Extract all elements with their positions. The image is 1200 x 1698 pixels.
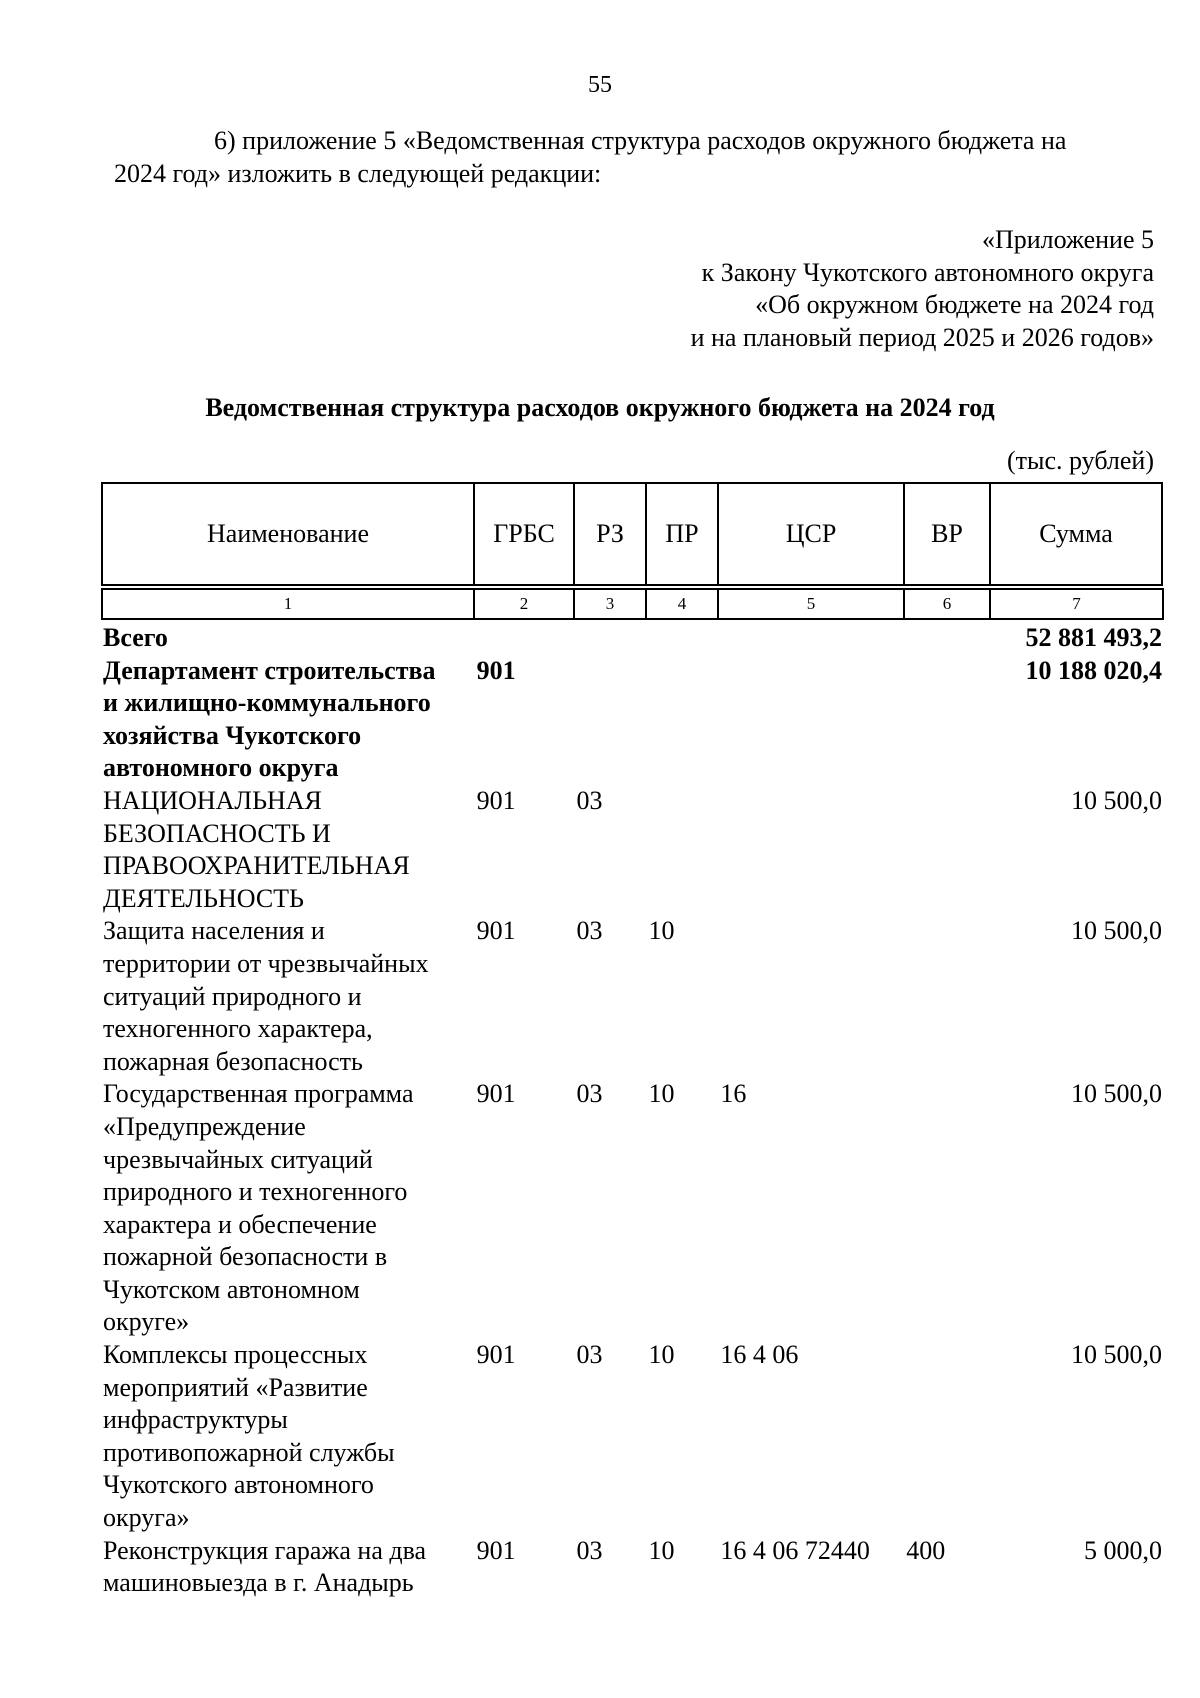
- table-row: [102, 1339, 1162, 1535]
- cell-name-line: природного и техногенного: [103, 1177, 408, 1207]
- header-sum: Сумма: [990, 483, 1162, 585]
- cell-name-line: инфраструктуры: [103, 1405, 288, 1435]
- cell-name-line: Государственная программа: [103, 1079, 414, 1109]
- cell-pr: 10: [648, 1535, 675, 1565]
- cell-grbs: 901: [476, 785, 516, 815]
- cell-name-line: «Предупреждение: [103, 1111, 306, 1141]
- cell-rz: 03: [576, 1535, 603, 1565]
- cell-name: [102, 915, 475, 1078]
- cell-name-line: Комплексы процессных: [103, 1340, 368, 1370]
- cell-sum: 10 188 020,4: [1025, 655, 1163, 685]
- cell-rz: 03: [576, 785, 603, 815]
- unit-label: (тыс. рублей): [1006, 446, 1154, 475]
- cell-sum: 10 500,0: [1071, 1079, 1163, 1109]
- cell-name: [102, 622, 475, 655]
- header-csr: ЦСР: [718, 483, 904, 585]
- cell-name: [102, 655, 475, 785]
- cell-vr: 400: [906, 1535, 946, 1565]
- cell-pr: 10: [648, 916, 675, 946]
- cell-csr: 16 4 06 72440: [720, 1535, 870, 1565]
- table-row: [102, 1535, 1162, 1600]
- appendix-line-1: «Приложение 5: [981, 225, 1154, 254]
- cell-name-line: Реконструкция гаража на два: [103, 1535, 427, 1565]
- column-number: 5: [718, 589, 904, 619]
- cell-name-line: и жилищно-коммунального: [103, 688, 431, 718]
- column-number: 7: [990, 589, 1163, 619]
- column-number: 4: [646, 589, 718, 619]
- appendix-reference: [691, 224, 1154, 354]
- cell-name: [102, 1339, 475, 1535]
- cell-name-line: ПРАВООХРАНИТЕЛЬНАЯ: [103, 851, 410, 881]
- cell-sum: 10 500,0: [1071, 785, 1163, 815]
- cell-csr: 16 4 06: [720, 1340, 799, 1370]
- appendix-line-2: к Закону Чукотского автономного округа: [701, 257, 1154, 287]
- cell-grbs: 901: [476, 1535, 516, 1565]
- column-number: 2: [474, 589, 574, 619]
- cell-rz: 03: [576, 1079, 603, 1109]
- cell-name-line: автономного округа: [103, 753, 339, 783]
- cell-csr: [720, 785, 906, 915]
- table-row: [102, 785, 1162, 915]
- table-row: [102, 1078, 1162, 1339]
- table-row: [102, 622, 1162, 655]
- cell-sum: 5 000,0: [1084, 1535, 1163, 1565]
- cell-rz: 03: [576, 1340, 603, 1370]
- column-number-row: [101, 588, 1164, 620]
- intro-line-2: 2024 год» изложить в следующей редакции:: [114, 159, 602, 188]
- cell-name-line: ситуаций природного и: [103, 981, 362, 1011]
- table-header: [101, 482, 1163, 586]
- cell-csr: [720, 915, 906, 1078]
- cell-grbs: [475, 622, 577, 655]
- document-title: Ведомственная структура расходов окружного бюджета на 2024 год: [205, 393, 995, 422]
- cell-vr: [906, 915, 992, 1078]
- header-vr: ВР: [904, 483, 990, 585]
- cell-name-line: Чукотского автономного: [103, 1470, 374, 1500]
- cell-name-line: БЕЗОПАСНОСТЬ И: [103, 818, 331, 848]
- intro-line-1: 6) приложение 5 «Ведомственная структура расходов окружного бюджета на: [214, 126, 1067, 155]
- cell-name-line: Защита населения и: [103, 916, 325, 946]
- cell-csr: [720, 622, 906, 655]
- cell-name-line: противопожарной службы: [103, 1437, 395, 1467]
- cell-pr: [648, 622, 720, 655]
- cell-vr: [906, 1078, 992, 1339]
- cell-name-line: чрезвычайных ситуаций: [103, 1144, 373, 1174]
- cell-vr: [906, 622, 992, 655]
- column-number: 1: [102, 589, 474, 619]
- cell-grbs: 901: [476, 1079, 516, 1109]
- cell-sum: 10 500,0: [1071, 916, 1163, 946]
- cell-sum: 10 500,0: [1071, 1340, 1163, 1370]
- cell-name-line: характера и обеспечение: [103, 1209, 377, 1239]
- header-grbs: ГРБС: [474, 483, 574, 585]
- cell-name-line: округа»: [103, 1503, 190, 1533]
- cell-name: [102, 1535, 475, 1600]
- page-number: 55: [588, 72, 612, 98]
- cell-grbs: 901: [476, 916, 516, 946]
- cell-name: [102, 785, 475, 915]
- cell-sum: 52 881 493,2: [1025, 623, 1163, 652]
- table-row: [102, 655, 1162, 785]
- cell-name: [102, 1078, 475, 1339]
- cell-name-line: Департамент строительства: [103, 655, 436, 685]
- cell-pr: [648, 785, 720, 915]
- cell-name-line: мероприятий «Развитие: [103, 1372, 368, 1402]
- cell-name-line: хозяйства Чукотского: [103, 720, 362, 750]
- cell-name-line: округе»: [103, 1307, 190, 1337]
- header-rz: РЗ: [574, 483, 646, 585]
- cell-vr: [906, 1339, 992, 1535]
- cell-name-line: территории от чрезвычайных: [103, 948, 429, 978]
- cell-grbs: 901: [476, 655, 516, 685]
- cell-vr: [906, 785, 992, 915]
- table-body: [102, 622, 1162, 1600]
- cell-name-line: НАЦИОНАЛЬНАЯ: [103, 785, 322, 815]
- cell-name-line: пожарной безопасности в: [103, 1242, 388, 1272]
- cell-pr: 10: [648, 1340, 675, 1370]
- appendix-line-4: и на плановый период 2025 и 2026 годов»: [690, 322, 1154, 352]
- cell-rz: [577, 655, 649, 785]
- cell-name-line: техногенного характера,: [103, 1014, 373, 1044]
- appendix-line-3: «Об окружном бюджете на 2024 год: [755, 290, 1154, 319]
- cell-vr: [906, 655, 992, 785]
- table-row: [102, 915, 1162, 1078]
- column-number: 6: [904, 589, 990, 619]
- cell-name-line: Всего: [103, 623, 168, 652]
- cell-name-line: ДЕЯТЕЛЬНОСТЬ: [103, 883, 304, 913]
- cell-rz: 03: [576, 916, 603, 946]
- header-pr: ПР: [646, 483, 718, 585]
- intro-paragraph: [114, 124, 1154, 190]
- cell-grbs: 901: [476, 1340, 516, 1370]
- column-number: 3: [574, 589, 646, 619]
- cell-name-line: машиновыезда в г. Анадырь: [103, 1568, 414, 1598]
- cell-rz: [577, 622, 649, 655]
- cell-pr: [648, 655, 720, 785]
- cell-pr: 10: [648, 1079, 675, 1109]
- cell-name-line: Чукотском автономном: [103, 1274, 360, 1304]
- cell-csr: [720, 655, 906, 785]
- cell-csr: 16: [720, 1079, 747, 1109]
- cell-name-line: пожарная безопасность: [103, 1046, 363, 1076]
- header-name: Наименование: [102, 483, 474, 585]
